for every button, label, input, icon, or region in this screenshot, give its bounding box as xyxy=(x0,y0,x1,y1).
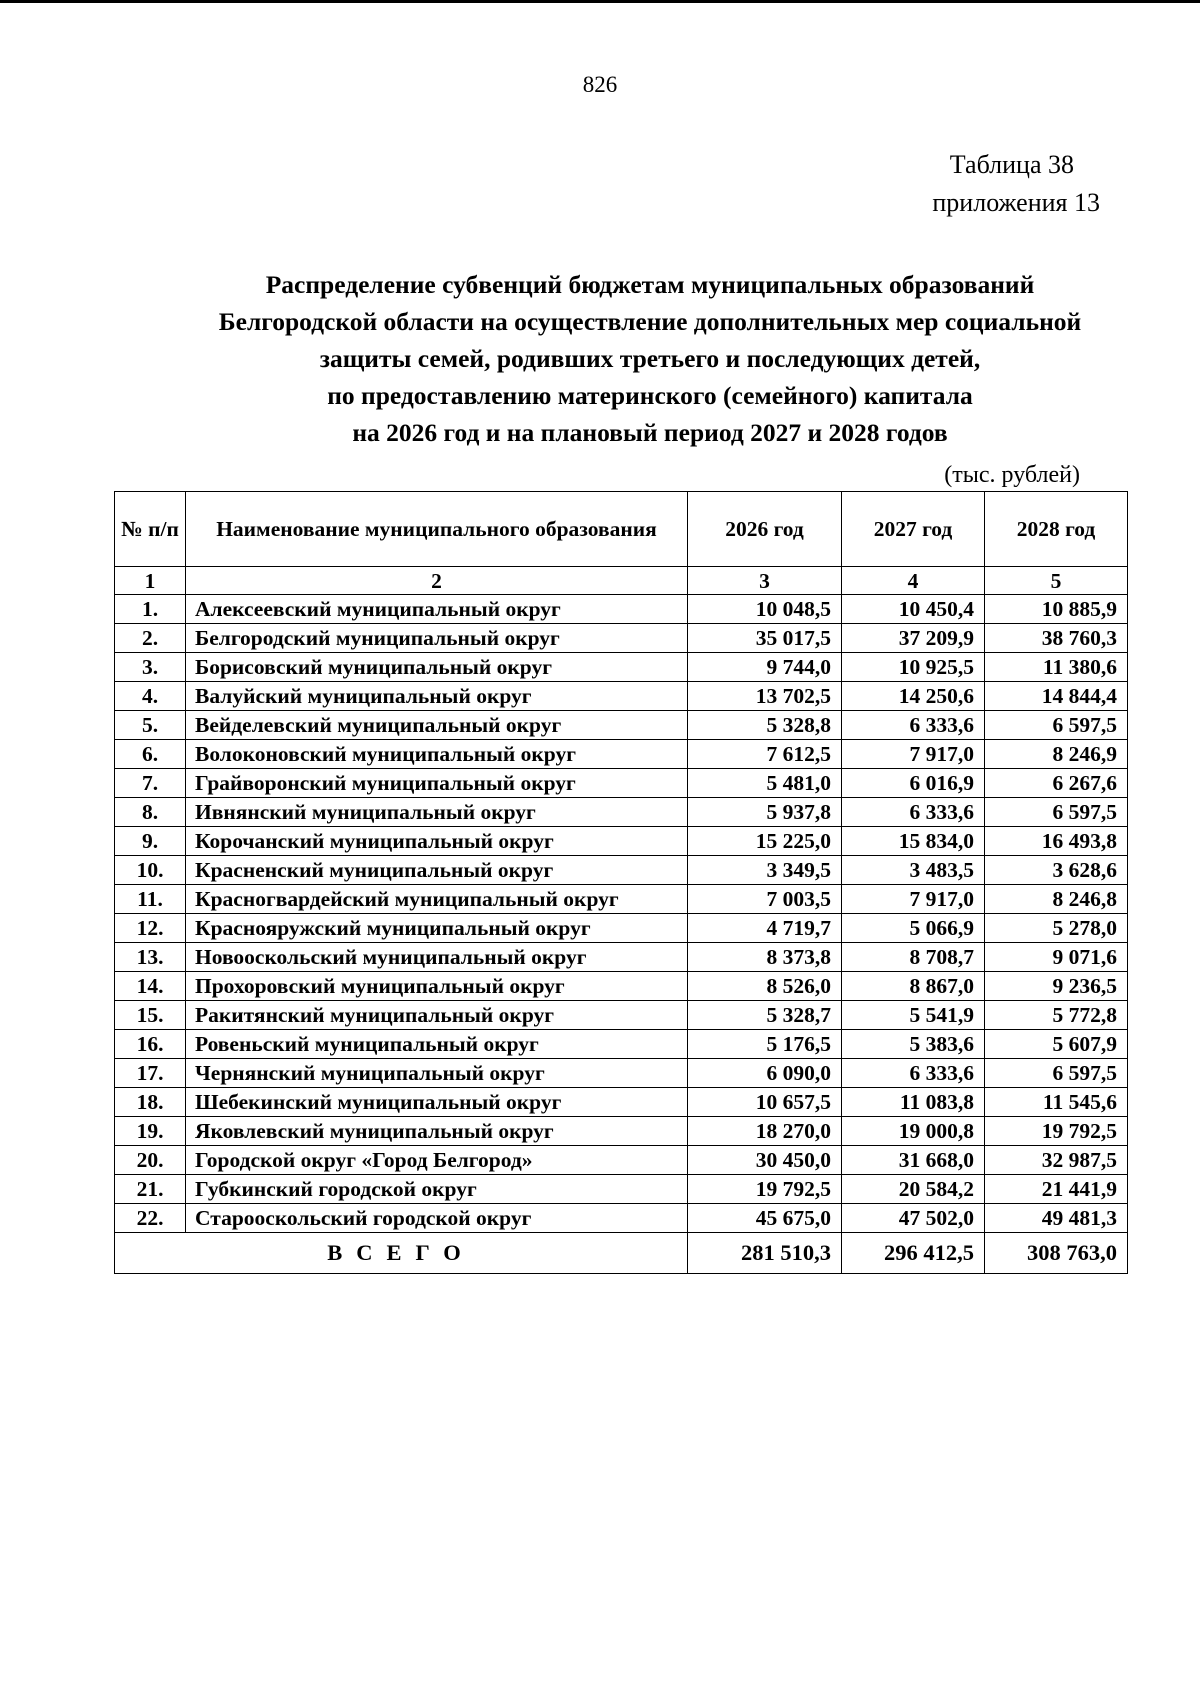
row-number: 1. xyxy=(115,595,186,624)
value-2026: 10 048,5 xyxy=(688,595,842,624)
column-number: 2 xyxy=(186,567,688,595)
subsidy-distribution-table xyxy=(114,491,1128,1274)
column-number: 4 xyxy=(842,567,985,595)
municipality-name: Борисовский муниципальный округ xyxy=(186,653,688,682)
table-row xyxy=(115,972,1128,1001)
column-number: 1 xyxy=(115,567,186,595)
row-number: 20. xyxy=(115,1146,186,1175)
municipality-name: Новооскольский муниципальный округ xyxy=(186,943,688,972)
value-2026: 30 450,0 xyxy=(688,1146,842,1175)
municipality-name: Старооскольский городской округ xyxy=(186,1204,688,1233)
municipality-name: Алексеевский муниципальный округ xyxy=(186,595,688,624)
total-row xyxy=(115,1233,1128,1274)
value-2026: 4 719,7 xyxy=(688,914,842,943)
top-border-line xyxy=(0,0,1200,3)
row-number: 8. xyxy=(115,798,186,827)
row-number: 5. xyxy=(115,711,186,740)
municipality-name: Валуйский муниципальный округ xyxy=(186,682,688,711)
row-number: 17. xyxy=(115,1059,186,1088)
header-year-2026: 2026 год xyxy=(688,492,842,567)
table-row xyxy=(115,740,1128,769)
total-2026: 281 510,3 xyxy=(688,1233,842,1274)
value-2026: 13 702,5 xyxy=(688,682,842,711)
value-2026: 5 328,8 xyxy=(688,711,842,740)
table-row xyxy=(115,595,1128,624)
row-number: 10. xyxy=(115,856,186,885)
table-row xyxy=(115,798,1128,827)
value-2028: 8 246,8 xyxy=(985,885,1128,914)
value-2026: 7 003,5 xyxy=(688,885,842,914)
header-year-2028: 2028 год xyxy=(985,492,1128,567)
value-2028: 38 760,3 xyxy=(985,624,1128,653)
municipality-name: Прохоровский муниципальный округ xyxy=(186,972,688,1001)
value-2028: 11 380,6 xyxy=(985,653,1128,682)
value-2027: 7 917,0 xyxy=(842,885,985,914)
municipality-name: Белгородский муниципальный округ xyxy=(186,624,688,653)
municipality-name: Губкинский городской округ xyxy=(186,1175,688,1204)
table-row xyxy=(115,1146,1128,1175)
value-2026: 35 017,5 xyxy=(688,624,842,653)
header-year-2027: 2027 год xyxy=(842,492,985,567)
table-row xyxy=(115,711,1128,740)
page-number: 826 xyxy=(582,72,618,97)
table-row xyxy=(115,1088,1128,1117)
value-2028: 8 246,9 xyxy=(985,740,1128,769)
total-2028: 308 763,0 xyxy=(985,1233,1128,1274)
value-2027: 11 083,8 xyxy=(842,1088,985,1117)
value-2027: 5 383,6 xyxy=(842,1030,985,1059)
row-number: 2. xyxy=(115,624,186,653)
table-reference-number: Таблица 38 xyxy=(949,150,1074,179)
row-number: 11. xyxy=(115,885,186,914)
value-2026: 5 328,7 xyxy=(688,1001,842,1030)
value-2027: 10 450,4 xyxy=(842,595,985,624)
value-2027: 10 925,5 xyxy=(842,653,985,682)
table-reference-appendix: приложения 13 xyxy=(932,188,1100,217)
municipality-name: Яковлевский муниципальный округ xyxy=(186,1117,688,1146)
table-row xyxy=(115,624,1128,653)
row-number: 19. xyxy=(115,1117,186,1146)
value-2026: 5 937,8 xyxy=(688,798,842,827)
row-number: 3. xyxy=(115,653,186,682)
value-2026: 9 744,0 xyxy=(688,653,842,682)
municipality-name: Ракитянский муниципальный округ xyxy=(186,1001,688,1030)
table-row xyxy=(115,1175,1128,1204)
column-number-row xyxy=(115,567,1128,595)
header-number: № п/п xyxy=(115,492,186,567)
total-label: ВСЕГО xyxy=(115,1233,688,1274)
value-2028: 14 844,4 xyxy=(985,682,1128,711)
header-municipality-name: Наименование муниципального образования xyxy=(186,492,688,567)
table-row xyxy=(115,943,1128,972)
table-row xyxy=(115,1059,1128,1088)
table-row xyxy=(115,1030,1128,1059)
value-2028: 16 493,8 xyxy=(985,827,1128,856)
municipality-name: Красненский муниципальный округ xyxy=(186,856,688,885)
value-2027: 8 867,0 xyxy=(842,972,985,1001)
value-2027: 5 541,9 xyxy=(842,1001,985,1030)
table-row xyxy=(115,769,1128,798)
document-title xyxy=(120,266,1180,451)
value-2027: 6 333,6 xyxy=(842,711,985,740)
municipality-name: Ивнянский муниципальный округ xyxy=(186,798,688,827)
row-number: 21. xyxy=(115,1175,186,1204)
row-number: 15. xyxy=(115,1001,186,1030)
municipality-name: Краснояружский муниципальный округ xyxy=(186,914,688,943)
value-2028: 3 628,6 xyxy=(985,856,1128,885)
table-body xyxy=(115,595,1128,1233)
municipality-name: Вейделевский муниципальный округ xyxy=(186,711,688,740)
value-2028: 9 236,5 xyxy=(985,972,1128,1001)
value-2026: 8 373,8 xyxy=(688,943,842,972)
document-title-line: по предоставлению материнского (семейного) капитала xyxy=(327,381,973,410)
value-2027: 31 668,0 xyxy=(842,1146,985,1175)
municipality-name: Чернянский муниципальный округ xyxy=(186,1059,688,1088)
value-2026: 5 481,0 xyxy=(688,769,842,798)
value-2027: 20 584,2 xyxy=(842,1175,985,1204)
municipality-name: Корочанский муниципальный округ xyxy=(186,827,688,856)
value-2026: 8 526,0 xyxy=(688,972,842,1001)
column-number: 3 xyxy=(688,567,842,595)
value-2027: 19 000,8 xyxy=(842,1117,985,1146)
municipality-name: Ровеньский муниципальный округ xyxy=(186,1030,688,1059)
municipality-name: Красногвардейский муниципальный округ xyxy=(186,885,688,914)
value-2028: 9 071,6 xyxy=(985,943,1128,972)
value-2027: 15 834,0 xyxy=(842,827,985,856)
table-row xyxy=(115,827,1128,856)
document-title-line: Распределение субвенций бюджетам муниципальных образований xyxy=(265,270,1035,299)
row-number: 6. xyxy=(115,740,186,769)
value-2027: 6 333,6 xyxy=(842,798,985,827)
value-2028: 19 792,5 xyxy=(985,1117,1128,1146)
row-number: 22. xyxy=(115,1204,186,1233)
value-2028: 11 545,6 xyxy=(985,1088,1128,1117)
value-2027: 8 708,7 xyxy=(842,943,985,972)
value-2026: 6 090,0 xyxy=(688,1059,842,1088)
value-2028: 10 885,9 xyxy=(985,595,1128,624)
value-2027: 37 209,9 xyxy=(842,624,985,653)
value-2028: 6 597,5 xyxy=(985,798,1128,827)
table-row xyxy=(115,856,1128,885)
document-title-line: Белгородской области на осуществление дополнительных мер социальной xyxy=(218,307,1082,336)
value-2026: 10 657,5 xyxy=(688,1088,842,1117)
value-2026: 15 225,0 xyxy=(688,827,842,856)
value-2028: 6 597,5 xyxy=(985,711,1128,740)
row-number: 4. xyxy=(115,682,186,711)
value-2027: 47 502,0 xyxy=(842,1204,985,1233)
municipality-name: Грайворонский муниципальный округ xyxy=(186,769,688,798)
municipality-name: Волоконовский муниципальный округ xyxy=(186,740,688,769)
value-2026: 19 792,5 xyxy=(688,1175,842,1204)
row-number: 14. xyxy=(115,972,186,1001)
row-number: 12. xyxy=(115,914,186,943)
table-row xyxy=(115,1117,1128,1146)
column-number: 5 xyxy=(985,567,1128,595)
table-row xyxy=(115,653,1128,682)
value-2028: 5 772,8 xyxy=(985,1001,1128,1030)
table-reference xyxy=(800,146,1100,222)
table-row xyxy=(115,885,1128,914)
value-2027: 5 066,9 xyxy=(842,914,985,943)
table-row xyxy=(115,914,1128,943)
value-2028: 6 597,5 xyxy=(985,1059,1128,1088)
units-label: (тыс. рублей) xyxy=(944,462,1080,488)
municipality-name: Городской округ «Город Белгород» xyxy=(186,1146,688,1175)
value-2027: 6 333,6 xyxy=(842,1059,985,1088)
total-2027: 296 412,5 xyxy=(842,1233,985,1274)
value-2028: 21 441,9 xyxy=(985,1175,1128,1204)
value-2026: 45 675,0 xyxy=(688,1204,842,1233)
value-2028: 32 987,5 xyxy=(985,1146,1128,1175)
table-header-row xyxy=(115,492,1128,567)
table-row xyxy=(115,1204,1128,1233)
row-number: 16. xyxy=(115,1030,186,1059)
value-2027: 3 483,5 xyxy=(842,856,985,885)
value-2026: 18 270,0 xyxy=(688,1117,842,1146)
value-2026: 7 612,5 xyxy=(688,740,842,769)
table-row xyxy=(115,682,1128,711)
municipality-name: Шебекинский муниципальный округ xyxy=(186,1088,688,1117)
value-2027: 7 917,0 xyxy=(842,740,985,769)
document-title-line: на 2026 год и на плановый период 2027 и 2028 годов xyxy=(352,418,948,447)
row-number: 9. xyxy=(115,827,186,856)
row-number: 7. xyxy=(115,769,186,798)
value-2028: 5 607,9 xyxy=(985,1030,1128,1059)
value-2026: 5 176,5 xyxy=(688,1030,842,1059)
table-row xyxy=(115,1001,1128,1030)
value-2028: 49 481,3 xyxy=(985,1204,1128,1233)
value-2027: 6 016,9 xyxy=(842,769,985,798)
value-2028: 5 278,0 xyxy=(985,914,1128,943)
value-2026: 3 349,5 xyxy=(688,856,842,885)
value-2027: 14 250,6 xyxy=(842,682,985,711)
document-title-line: защиты семей, родивших третьего и последующих детей, xyxy=(319,344,981,373)
row-number: 13. xyxy=(115,943,186,972)
row-number: 18. xyxy=(115,1088,186,1117)
value-2028: 6 267,6 xyxy=(985,769,1128,798)
